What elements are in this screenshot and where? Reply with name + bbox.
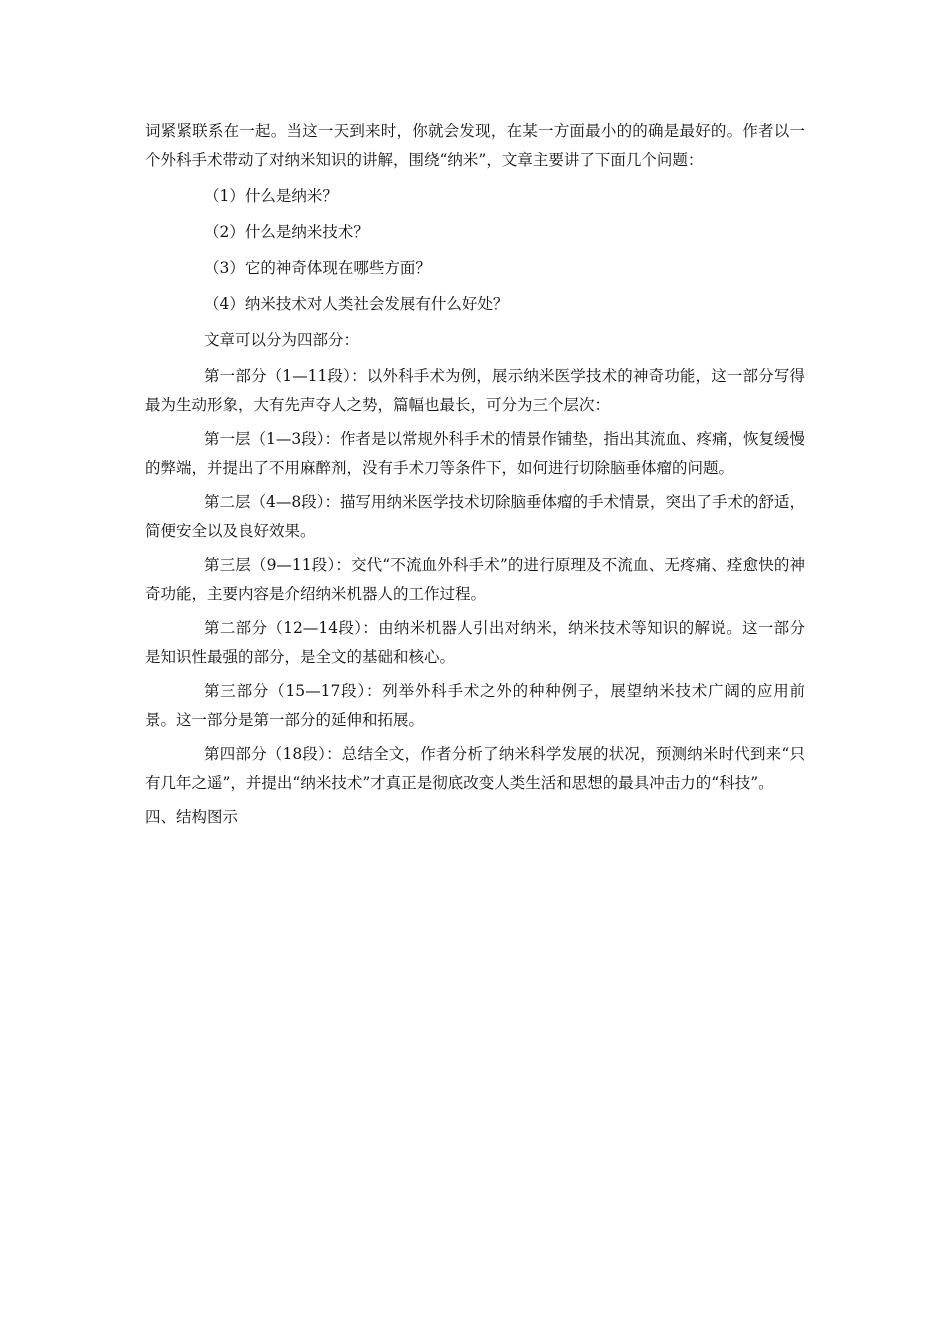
layer-2-paragraph: 第二层（4—8段）：描写用纳米医学技术切除脑垂体瘤的手术情景，突出了手术的舒适，简便安全以及良好效果。	[145, 493, 805, 540]
question-item-3: （3）它的神奇体现在哪些方面？	[204, 259, 431, 277]
document-body	[145, 117, 805, 832]
layer-1-paragraph: 第一层（1—3段）：作者是以常规外科手术的情景作铺垫，指出其流血、疼痛，恢复缓慢的弊端，并提出了不用麻醉剂，没有手术刀等条件下，如何进行切除脑垂体瘤的问题。	[145, 430, 805, 477]
part-3-paragraph: 第三部分（15—17段）：列举外科手术之外的种种例子，展望纳米技术广阔的应用前景。这一部分是第一部分的延伸和拓展。	[145, 682, 805, 729]
layer-3-paragraph: 第三层（9—11段）：交代“不流血外科手术”的进行原理及不流血、无疼痛、痊愈快的神奇功能，主要内容是介绍纳米机器人的工作过程。	[145, 556, 805, 603]
question-item-4: （4）纳米技术对人类社会发展有什么好处？	[204, 295, 509, 313]
part-2-paragraph: 第二部分（12—14段）：由纳米机器人引出对纳米，纳米技术等知识的解说。这一部分是知识性最强的部分，是全文的基础和核心。	[145, 619, 805, 666]
division-intro: 文章可以分为四部分：	[204, 331, 360, 349]
question-item-2: （2）什么是纳米技术？	[204, 223, 369, 241]
section-heading: 四、结构图示	[145, 808, 239, 826]
intro-paragraph: 词紧紧联系在一起。当这一天到来时，你就会发现，在某一方面最小的的确是最好的。作者以一个外科手术带动了对纳米知识的讲解，围绕“纳米”，文章主要讲了下面几个问题：	[145, 122, 805, 169]
part-4-paragraph: 第四部分（18段）：总结全文，作者分析了纳米科学发展的状况，预测纳米时代到来“只有几年之遥”，并提出“纳米技术”才真正是彻底改变人类生活和思想的最具冲击力的“科技”。	[145, 745, 805, 792]
question-item-1: （1）什么是纳米？	[204, 187, 338, 205]
part-1-paragraph: 第一部分（1—11段）：以外科手术为例，展示纳米医学技术的神奇功能，这一部分写得最为生动形象，大有先声夺人之势，篇幅也最长，可分为三个层次：	[145, 367, 805, 414]
